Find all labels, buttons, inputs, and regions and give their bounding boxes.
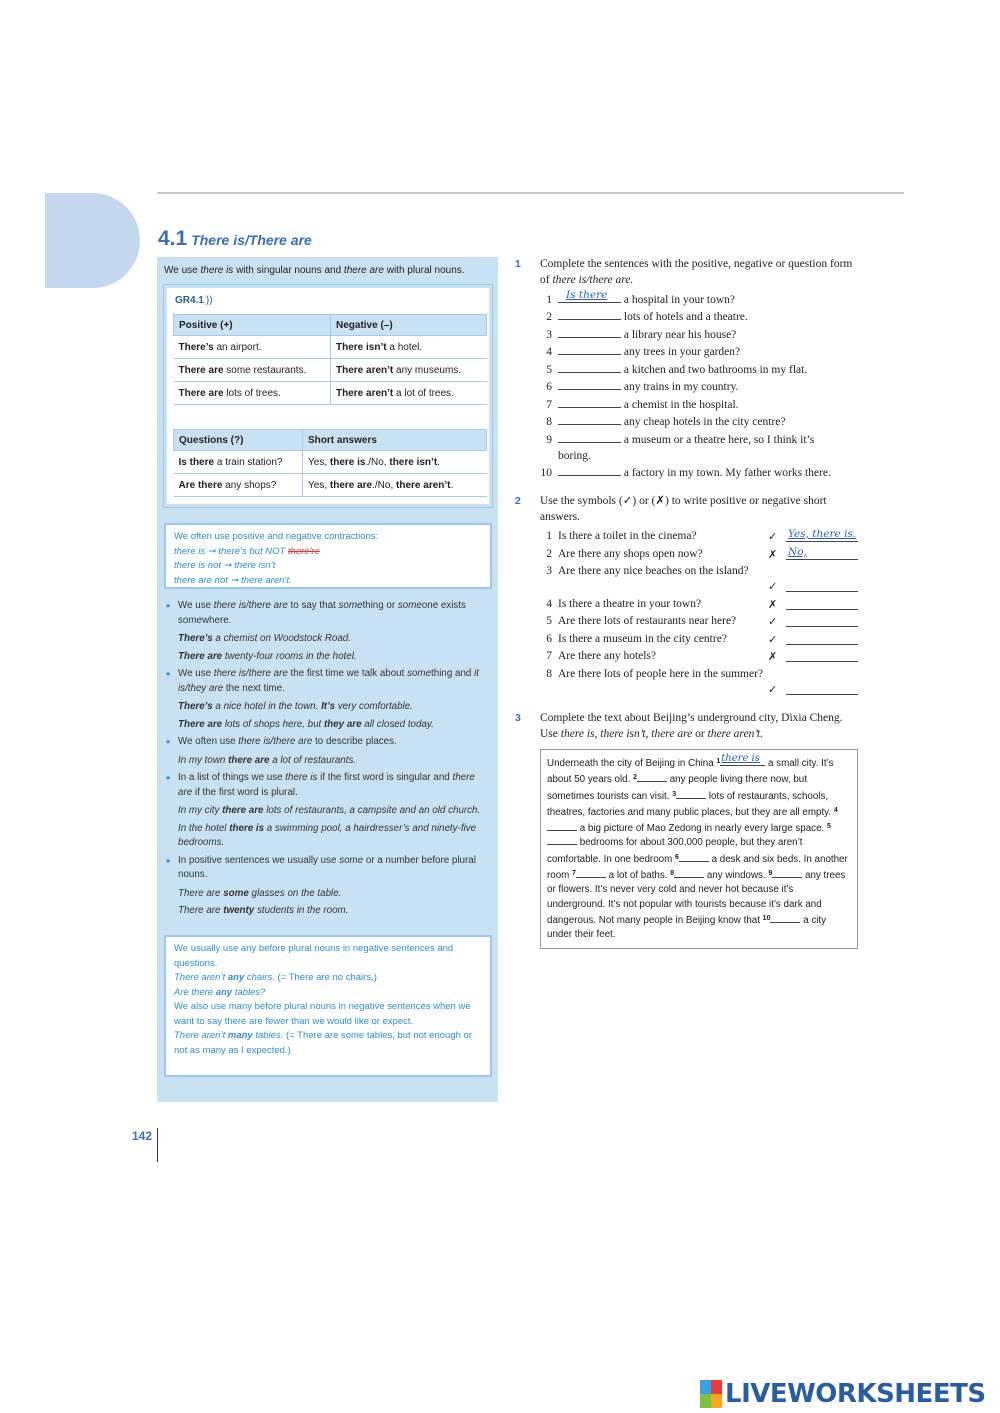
gap-number: 9 xyxy=(768,870,773,878)
logo-text: LIVEWORKSHEETS xyxy=(725,1379,986,1409)
item-number: 7 xyxy=(546,650,552,662)
example: There’s a chemist on Woodstock Road. xyxy=(178,633,351,644)
rule-item: • We use there is/there are the first time we talk about something and it is/they are the next time. xyxy=(164,667,489,696)
table-cell: Yes, there are./No, there aren’t. xyxy=(303,474,487,497)
short-answer-item xyxy=(530,667,860,699)
item-text: any cheap hotels in the city centre? xyxy=(621,416,786,428)
cell-bold: Are there xyxy=(178,479,223,491)
item-text: a museum or a theatre here, so I think it’s xyxy=(621,434,815,446)
grammar-panel xyxy=(157,257,498,1102)
answer-blank[interactable] xyxy=(558,379,621,390)
grammar-ref: GR4.1 )) xyxy=(175,295,213,306)
answer-text: there is xyxy=(721,752,760,764)
keyword: there is/there are xyxy=(213,600,288,611)
example-bold: There’s xyxy=(178,701,213,712)
keyword: some xyxy=(338,600,363,611)
answer-text: No, xyxy=(788,545,807,558)
keyword: there is/there are xyxy=(238,736,313,747)
table-cell: Is there a train station? xyxy=(174,451,303,474)
table-row xyxy=(174,451,487,474)
answer-blank[interactable] xyxy=(786,597,858,610)
cell-bold: There’s xyxy=(178,341,214,353)
example-bold: there are xyxy=(228,754,270,766)
note-line: there is not ➞ there isn’t xyxy=(174,560,276,571)
item-number: 6 xyxy=(546,633,552,645)
exercise-item xyxy=(530,465,860,482)
cell-bold: there is xyxy=(329,456,366,468)
rules-list xyxy=(164,599,489,922)
table-row xyxy=(174,336,487,359)
text-segment: a big picture of Mao Zedong in nearly every large space. xyxy=(577,823,827,835)
example: In my town there are a lot of restaurants. xyxy=(178,754,357,766)
item-text: lots of hotels and a theatre. xyxy=(621,311,748,323)
keyword: it is/they are xyxy=(178,668,479,694)
gap-blank[interactable] xyxy=(770,914,800,923)
cross-icon: ✗ xyxy=(768,598,778,611)
keyword: there is/there are xyxy=(213,668,288,679)
example: There’s a nice hotel in the town. It’s very comfortable. xyxy=(178,701,413,712)
tick-icon: ✓ xyxy=(768,683,778,696)
section-number: 4.1 xyxy=(158,227,188,250)
question-text: Are there lots of people here in the summer? xyxy=(558,668,764,680)
answer-blank[interactable] xyxy=(558,432,621,443)
cross-icon: ✗ xyxy=(768,650,778,663)
any-many-note xyxy=(164,935,492,1077)
note-line: There aren’t any chairs. (= There are no chairs.) xyxy=(174,972,377,983)
exercise2-instruction: Use the symbols (✓) or (✗) to write positive or negative short answers. xyxy=(540,495,827,523)
exercise-item xyxy=(530,309,860,326)
answer-blank[interactable] xyxy=(786,632,858,645)
cell-bold: there aren’t xyxy=(396,479,451,491)
table-row xyxy=(174,382,487,405)
logo-icon xyxy=(700,1380,722,1408)
keyword: there is xyxy=(200,265,234,276)
text-segment: any windows. xyxy=(704,870,769,882)
item-number: 5 xyxy=(546,364,552,376)
answer-blank[interactable] xyxy=(786,649,858,662)
text-segment: a small city. It’s about 50 years old. xyxy=(547,758,834,786)
exercise1-instruction: Complete the sentences with the positive, negative or question form of there is/there are. xyxy=(540,258,853,286)
note-line: there are not ➞ there aren’t. xyxy=(174,574,292,586)
item-number: 6 xyxy=(546,381,552,393)
exercise-item xyxy=(530,327,860,344)
cell-bold: there isn’t xyxy=(389,456,438,468)
exercise3-instruction: Complete the text about Beijing’s underground city, Dixia Cheng. Use there is, there isn’t, there are or there aren’t. xyxy=(540,712,843,740)
item-number: 4 xyxy=(546,346,552,358)
answer-blank[interactable] xyxy=(786,579,858,592)
rule-item: • We use there is/there are to say that something or someone exists somewhere. xyxy=(164,599,489,628)
rule-item: • In a list of things we use there is if the first word is singular and there are if the first word is plural. xyxy=(164,771,489,800)
answer-blank[interactable] xyxy=(558,309,621,320)
short-answer-item xyxy=(530,529,860,545)
keyword: some xyxy=(339,854,364,866)
table-header: Negative (–) xyxy=(331,315,487,336)
tick-icon: ✓ xyxy=(768,530,778,543)
example-bold: There’s xyxy=(178,633,213,644)
short-answer-item xyxy=(530,649,860,665)
question-text: Is there a museum in the city centre? xyxy=(558,633,727,645)
text-segment: a desk and six beds. In another room xyxy=(547,853,848,882)
item-number: 3 xyxy=(546,565,552,577)
short-answer-item xyxy=(530,547,860,563)
contractions-note xyxy=(164,523,492,589)
question-text: Is there a theatre in your town? xyxy=(558,598,702,610)
item-number: 7 xyxy=(546,399,552,411)
table-cell: There aren’t a lot of trees. xyxy=(331,382,487,405)
answer-text: Yes, there is. xyxy=(788,527,857,540)
example: There are lots of shops here, but they are all closed today. xyxy=(178,718,434,730)
table-cell: There are lots of trees. xyxy=(174,382,331,405)
item-number: 9 xyxy=(546,434,552,446)
item-number: 1 xyxy=(546,294,552,306)
exercise-number: 3 xyxy=(515,712,521,724)
rule-item: • We often use there is/there are to describe places. xyxy=(164,735,489,750)
gap-blank[interactable] xyxy=(772,869,802,878)
gap-number: 8 xyxy=(670,870,675,878)
beijing-text xyxy=(540,749,858,949)
gap-number: 7 xyxy=(572,870,576,878)
example-bold: there is xyxy=(229,822,265,834)
keyword: there are xyxy=(178,772,475,798)
page-number: 142 xyxy=(132,1129,153,1143)
table-cell: Are there any shops? xyxy=(174,474,303,497)
table-header: Positive (+) xyxy=(174,315,331,336)
table-row xyxy=(174,359,487,382)
item-number: 8 xyxy=(546,668,552,680)
answer-blank[interactable] xyxy=(558,327,621,338)
cell-bold: There are xyxy=(178,364,224,376)
gap-blank[interactable] xyxy=(679,853,709,862)
text-segment: bedrooms for about 300,000 people, but they aren’t comfortable. In one bedroom xyxy=(547,837,803,865)
grammar-tables-box xyxy=(164,285,492,507)
logo-square xyxy=(711,1380,722,1394)
example: There are twenty students in the room. xyxy=(178,905,349,916)
example: In my city there are lots of restaurants, a campsite and an old church. xyxy=(178,805,481,816)
item-number: 8 xyxy=(546,416,552,428)
text-segment: any people living there now, but sometimes tourists can visit. xyxy=(547,774,807,802)
exercise-item xyxy=(530,414,860,431)
text-segment: a city under their feet. xyxy=(547,914,827,941)
answer-blank[interactable] xyxy=(558,414,621,425)
rule-item: • In positive sentences we usually use some or a number before plural nouns. xyxy=(164,854,489,883)
cell-bold: there are xyxy=(329,479,373,491)
gap-blank[interactable] xyxy=(674,869,704,878)
keyword: there is xyxy=(285,772,318,783)
table-cell: There are some restaurants. xyxy=(174,359,331,382)
text-segment: a lot of baths. xyxy=(605,870,671,882)
cross-icon: ✗ xyxy=(768,548,778,561)
answer-blank[interactable] xyxy=(558,397,621,408)
note-line: We often use positive and negative contractions: xyxy=(174,531,379,542)
cell-bold: There isn’t xyxy=(336,341,387,353)
exercise-item xyxy=(530,288,860,309)
short-answer-item xyxy=(530,564,860,596)
example: In the hotel there is a swimming pool, a hairdresser’s and ninety-five bedrooms. xyxy=(178,822,477,848)
text-segment: any trees or flowers. It’s never very cold and never hot because it’s underground. It’s not popular with tourists because it’s dark and dangerous. Not many people in Beijing know that xyxy=(547,870,846,926)
cell-bold: Is there xyxy=(178,456,215,468)
section-title xyxy=(158,227,312,251)
example-bold: there are xyxy=(222,805,264,816)
example-bold: There are xyxy=(178,650,223,662)
note-line: there is ➞ there’s but NOT there're xyxy=(174,545,320,557)
answer-blank[interactable] xyxy=(558,344,621,355)
cell-bold: There aren’t xyxy=(336,387,394,399)
keyword: some xyxy=(407,668,432,679)
table-row xyxy=(174,474,487,497)
exercise-item xyxy=(530,362,860,379)
answer-blank[interactable] xyxy=(786,547,858,560)
example-bold: they are xyxy=(323,718,362,730)
gap-number: 4 xyxy=(833,806,838,814)
top-rule xyxy=(157,192,904,194)
table-cell: There isn’t a hotel. xyxy=(331,336,487,359)
grammar-intro: We use there is with singular nouns and there are with plural nouns. xyxy=(164,265,465,276)
example-bold: twenty xyxy=(223,905,255,916)
gap-blank[interactable] xyxy=(547,822,577,831)
gap-number: 5 xyxy=(826,823,831,831)
chapter-tab xyxy=(45,193,140,288)
exercise-item xyxy=(530,344,860,361)
gap-number: 1 xyxy=(716,758,721,765)
gap-number: 3 xyxy=(672,790,677,798)
item-number: 5 xyxy=(546,615,552,627)
logo-square xyxy=(711,1394,722,1408)
question-text: Are there any nice beaches on the island? xyxy=(558,565,749,577)
exercise-number: 2 xyxy=(515,495,521,507)
logo-square xyxy=(700,1394,711,1408)
audio-icon[interactable]: )) xyxy=(205,295,213,306)
exercise-item xyxy=(530,397,860,414)
example-bold: There are xyxy=(178,718,223,730)
gap-blank[interactable] xyxy=(547,836,577,845)
item-text: a factory in my town. My father works there. xyxy=(621,467,831,479)
cell-bold: There are xyxy=(178,387,224,399)
exercise-item xyxy=(530,432,860,464)
tick-icon: ✓ xyxy=(768,633,778,646)
item-number: 3 xyxy=(546,329,552,341)
question-text: Are there any shops open now? xyxy=(558,548,703,560)
gap-number: 10 xyxy=(762,914,771,922)
item-text: any trees in your garden? xyxy=(621,346,741,358)
item-number: 2 xyxy=(546,311,552,323)
example: There are some glasses on the table. xyxy=(178,887,342,899)
item-number: 1 xyxy=(546,530,552,542)
text-segment: Underneath the city of Beijing in China xyxy=(547,758,717,769)
note-line: We usually use any before plural nouns in negative sentences and questions. xyxy=(174,943,454,969)
questions-table xyxy=(173,429,487,497)
page-number-rule xyxy=(157,1128,158,1162)
answer-blank[interactable] xyxy=(786,614,858,627)
item-text: a hospital in your town? xyxy=(621,294,736,306)
table-header: Short answers xyxy=(303,430,487,451)
text-segment: lots of restaurants, schools, theatres, factories and many public places, but they are all empty. xyxy=(547,790,834,818)
question-text: Are there lots of restaurants near here? xyxy=(558,615,737,627)
liveworksheets-logo xyxy=(700,1378,986,1410)
item-number: 10 xyxy=(540,467,552,479)
gap-blank[interactable] xyxy=(576,869,606,878)
example-bold: It’s xyxy=(321,701,336,712)
logo-square xyxy=(700,1380,711,1394)
positive-negative-table xyxy=(173,314,487,405)
answer-blank[interactable] xyxy=(558,362,621,373)
table-cell: Yes, there is./No, there isn’t. xyxy=(303,451,487,474)
gap-blank[interactable] xyxy=(720,752,765,766)
exercise-number: 1 xyxy=(515,258,521,270)
keyword: there are xyxy=(343,265,384,276)
note-line: There aren’t many tables. (= There are some tables, but not enough or not as many as I expected.) xyxy=(174,1030,472,1056)
gap-number: 2 xyxy=(633,774,637,782)
example-bold: some xyxy=(223,887,249,899)
question-text: Is there a toilet in the cinema? xyxy=(558,530,697,542)
answer-blank[interactable] xyxy=(558,288,621,303)
exercise-item xyxy=(530,379,860,396)
item-text-cont: boring. xyxy=(558,449,591,462)
table-cell: There’s an airport. xyxy=(174,336,331,359)
section-name: There is/There are xyxy=(191,232,312,248)
gap-number: 6 xyxy=(674,853,679,861)
table-cell: There aren’t any museums. xyxy=(331,359,487,382)
short-answer-item xyxy=(530,597,860,613)
item-text: a library near his house? xyxy=(621,329,737,341)
note-line: Are there any tables? xyxy=(174,986,266,998)
table-header: Questions (?) xyxy=(174,430,303,451)
example: There are twenty-four rooms in the hotel. xyxy=(178,650,357,662)
cell-bold: There aren’t xyxy=(336,364,394,376)
item-number: 4 xyxy=(546,598,552,610)
item-number: 2 xyxy=(546,548,552,560)
keyword: some xyxy=(178,614,202,626)
note-line: We also use many before plural nouns in negative sentences when we want to say there are fewer than we would like or expect. xyxy=(174,1001,471,1027)
answer-blank[interactable] xyxy=(786,682,858,695)
keyword: some xyxy=(397,600,422,611)
answer-blank[interactable] xyxy=(786,529,858,542)
item-text: a kitchen and two bathrooms in my flat. xyxy=(621,364,808,376)
tick-icon: ✓ xyxy=(768,580,778,593)
answer-blank[interactable] xyxy=(558,465,621,476)
tick-icon: ✓ xyxy=(768,615,778,628)
item-text: any trains in my country. xyxy=(621,381,739,393)
answer-text: Is there xyxy=(566,288,608,301)
gap-blank[interactable] xyxy=(676,790,706,799)
question-text: Are there any hotels? xyxy=(558,650,657,662)
item-text: a chemist in the hospital. xyxy=(621,399,739,411)
gap-blank[interactable] xyxy=(637,773,667,782)
